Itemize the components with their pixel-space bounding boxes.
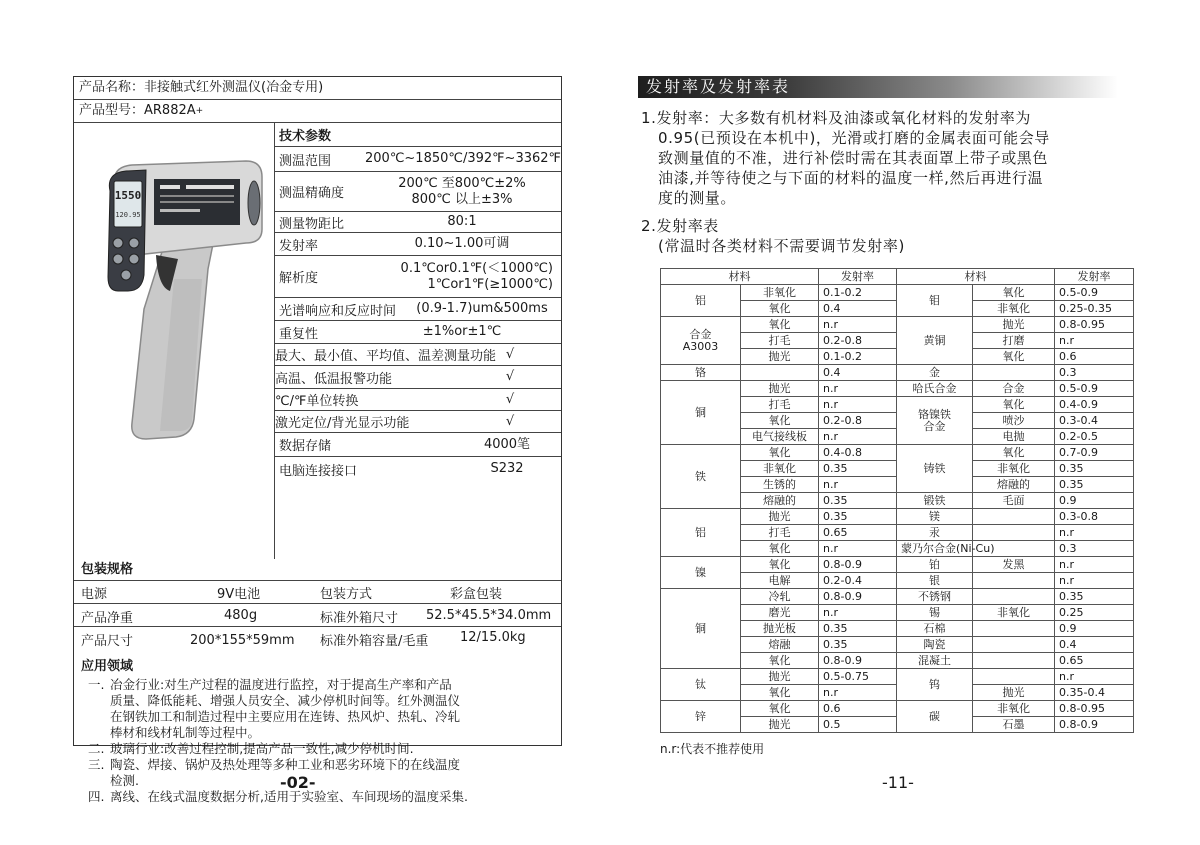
tech-params xyxy=(275,123,561,559)
emissivity-value: 0.35 xyxy=(819,509,897,525)
param-value-line: 0.1℃or0.1℉(＜1000℃) xyxy=(400,260,553,276)
emissivity-value: 0.4 xyxy=(1055,637,1134,653)
emissivity-value: 0.2-0.8 xyxy=(819,413,897,429)
material-name: 黄铜 xyxy=(897,317,973,365)
emissivity-row xyxy=(661,381,1134,397)
param-label: 发射率 xyxy=(279,238,319,254)
emissivity-value: 0.4 xyxy=(819,301,897,317)
material-condition: 氧化 xyxy=(741,413,819,429)
material-name: 汞 xyxy=(897,525,973,541)
emissivity-table xyxy=(660,268,1134,733)
material-condition: 打毛 xyxy=(741,397,819,413)
emissivity-value: 0.8-0.9 xyxy=(1055,717,1134,733)
param-label: ℃/℉单位转换 xyxy=(275,394,359,409)
application-item-text xyxy=(110,789,558,805)
device-button-icon xyxy=(113,238,123,248)
emissivity-value: 0.8-0.9 xyxy=(819,653,897,669)
material-condition: 氧化 xyxy=(741,685,819,701)
material-condition: 打磨 xyxy=(973,333,1055,349)
emissivity-value: n.r xyxy=(819,541,897,557)
emissivity-value: n.r xyxy=(1055,333,1134,349)
emissivity-value: 0.25 xyxy=(1055,605,1134,621)
header-material: 材料 xyxy=(661,269,819,285)
emissivity-value: 0.35 xyxy=(819,461,897,477)
material-condition xyxy=(973,509,1055,525)
param-label: 测量物距比 xyxy=(279,216,345,232)
material-name: 钼 xyxy=(897,285,973,317)
param-label: 测温精确度 xyxy=(279,186,345,201)
material-condition: 磨光 xyxy=(741,605,819,621)
application-item-number: 一. xyxy=(88,677,105,692)
emissivity-value: 0.3-0.8 xyxy=(1055,509,1134,525)
material-condition: 非氧化 xyxy=(741,461,819,477)
material-name: 石棉 xyxy=(897,621,973,637)
emissivity-value: 0.3-0.4 xyxy=(1055,413,1134,429)
param-row xyxy=(275,233,561,256)
emissivity-value: n.r xyxy=(819,429,897,445)
material-condition: 冷轧 xyxy=(741,589,819,605)
material-name: 蒙乃尔合金(Ni-Cu) xyxy=(897,541,973,557)
material-condition: 抛光 xyxy=(741,381,819,397)
emissivity-value: n.r xyxy=(1055,573,1134,589)
param-row xyxy=(275,212,561,233)
emissivity-header-row xyxy=(661,269,1134,285)
device-button-icon xyxy=(129,254,139,264)
material-name: 钛 xyxy=(661,669,741,701)
application-line: 离线、在线式温度数据分析,适用于实验室、车间现场的温度采集. xyxy=(110,789,468,804)
application-item xyxy=(88,757,558,789)
emissivity-value: 0.65 xyxy=(1055,653,1134,669)
emissivity-value: n.r xyxy=(1055,669,1134,685)
packaging-row xyxy=(74,604,561,627)
param-label: 最大、最小值、平均值、温差测量功能 xyxy=(275,349,497,364)
packaging-header: 包装规格 xyxy=(74,559,561,581)
emissivity-value: n.r xyxy=(1055,525,1134,541)
application-list xyxy=(88,677,558,805)
material-condition: 抛光板 xyxy=(741,621,819,637)
emissivity-value: 0.9 xyxy=(1055,621,1134,637)
material-name: 银 xyxy=(897,573,973,589)
material-condition: 熔融 xyxy=(741,637,819,653)
packaging-key: 产品尺寸 xyxy=(81,634,134,649)
param-row xyxy=(275,256,561,298)
material-condition: 氧化 xyxy=(741,445,819,461)
param-row xyxy=(275,147,561,172)
emissivity-value: 0.1-0.2 xyxy=(819,285,897,301)
tech-params-title: 技术参数 xyxy=(279,129,332,144)
application-item-number: 四. xyxy=(88,789,105,804)
material-condition: 抛光 xyxy=(741,669,819,685)
material-condition: 抛光 xyxy=(741,717,819,733)
device-button-icon xyxy=(121,270,131,280)
application-line: 质量、降低能耗、增强人员安全、减少停机时间等。红外测温仪 xyxy=(110,693,461,708)
material-name: 锡 xyxy=(897,605,973,621)
lcd-sub-reading: 120.95 xyxy=(115,211,141,219)
material-condition: 抛光 xyxy=(973,685,1055,701)
left-page-number: -02- xyxy=(280,773,316,792)
header-material: 材料 xyxy=(897,269,1055,285)
param-label: 高温、低温报警功能 xyxy=(275,371,393,387)
material-condition: 熔融的 xyxy=(741,493,819,509)
right-page-number: -11- xyxy=(882,773,914,792)
material-name: 铜 xyxy=(661,381,741,445)
material-name: 陶瓷 xyxy=(897,637,973,653)
intro-line: 度的测量。 xyxy=(658,189,737,207)
param-value: S232 xyxy=(490,461,524,476)
param-value: √ xyxy=(505,391,515,407)
material-condition: 生锈的 xyxy=(741,477,819,493)
param-row xyxy=(275,411,561,433)
material-condition: 非氧化 xyxy=(973,701,1055,717)
emissivity-value: n.r xyxy=(819,317,897,333)
intro-line: 0.95(已预设在本机中)，光滑或打磨的金属表面可能会导 xyxy=(658,129,1050,147)
thermometer-illustration xyxy=(96,159,266,449)
nr-note: n.r:代表不推荐使用 xyxy=(660,742,765,756)
material-condition: 打毛 xyxy=(741,525,819,541)
section-note: (常温时各类材料不需要调节发射率) xyxy=(658,237,905,255)
material-name: 锻铁 xyxy=(897,493,973,509)
packaging-key: 标准外箱尺寸 xyxy=(320,611,399,626)
material-condition xyxy=(973,669,1055,685)
material-condition: 非氧化 xyxy=(973,301,1055,317)
material-condition: 电抛 xyxy=(973,429,1055,445)
material-name: 铝 xyxy=(661,509,741,557)
application-item xyxy=(88,789,558,805)
material-name: 哈氏合金 xyxy=(897,381,973,397)
material-name: 锌 xyxy=(661,701,741,733)
emissivity-title: 发射率及发射率表 xyxy=(638,76,1118,98)
packaging-key: 产品净重 xyxy=(81,611,134,626)
material-condition: 氧化 xyxy=(973,285,1055,301)
material-condition: 氧化 xyxy=(973,397,1055,413)
emissivity-value: 0.2-0.5 xyxy=(1055,429,1134,445)
param-row xyxy=(275,366,561,389)
emissivity-value: 0.2-0.8 xyxy=(819,333,897,349)
param-row xyxy=(275,457,561,481)
application-item xyxy=(88,677,558,741)
section-subtitle: 2.发射率表 xyxy=(641,217,719,235)
packaging-value: 彩盒包装 xyxy=(450,587,503,602)
emissivity-row xyxy=(661,589,1134,605)
param-value: 80:1 xyxy=(447,214,477,229)
packaging-key: 电源 xyxy=(81,587,108,602)
param-label: 测温范围 xyxy=(279,153,332,169)
emissivity-value: 0.4-0.9 xyxy=(1055,397,1134,413)
emissivity-value: 0.2-0.4 xyxy=(819,573,897,589)
param-value: √ xyxy=(505,413,515,429)
packaging-value: 52.5*45.5*34.0mm xyxy=(426,608,552,623)
emissivity-value: n.r xyxy=(819,381,897,397)
material-condition xyxy=(973,573,1055,589)
emissivity-value: 0.35 xyxy=(819,637,897,653)
param-row xyxy=(275,389,561,411)
application-line: 在钢铁加工和制造过程中主要应用在连铸、热风炉、热轧、冷轧 xyxy=(110,709,461,724)
material-condition: 非氧化 xyxy=(741,285,819,301)
device-button-icon xyxy=(113,254,123,264)
material-condition: 电气接线板 xyxy=(741,429,819,445)
param-row xyxy=(275,172,561,212)
param-value: 4000笔 xyxy=(483,436,531,452)
packaging-value: 12/15.0kg xyxy=(460,630,526,645)
material-condition: 氧化 xyxy=(741,653,819,669)
emissivity-value: 0.4 xyxy=(819,365,897,381)
emissivity-value: 0.35 xyxy=(1055,589,1134,605)
material-condition: 熔融的 xyxy=(973,477,1055,493)
material-condition: 合金 xyxy=(973,381,1055,397)
packaging-row xyxy=(74,627,561,651)
material-name: 不锈钢 xyxy=(897,589,973,605)
application-item xyxy=(88,741,558,757)
material-condition: 打毛 xyxy=(741,333,819,349)
param-value: √ xyxy=(505,346,515,362)
param-value: (0.9-1.7)um&500ms xyxy=(416,301,548,316)
material-name: 混凝土 xyxy=(897,653,973,669)
packaging-key: 标准外箱容量/毛重 xyxy=(320,634,429,649)
application-item-number: 二. xyxy=(88,741,105,756)
emissivity-row xyxy=(661,509,1134,525)
emissivity-row xyxy=(661,701,1134,717)
material-condition: 毛面 xyxy=(973,493,1055,509)
param-label: 电脑连接接口 xyxy=(279,463,358,479)
product-image-cell xyxy=(74,123,275,559)
intro-line: 致测量值的不准，进行补偿时需在其表面罩上带子或黑色 xyxy=(658,149,1049,167)
emissivity-value: n.r xyxy=(819,477,897,493)
material-condition: 石墨 xyxy=(973,717,1055,733)
emissivity-row xyxy=(661,365,1134,381)
material-condition xyxy=(973,621,1055,637)
material-condition: 非氧化 xyxy=(973,461,1055,477)
param-value-line: 200℃ 至800℃±2% xyxy=(398,175,526,191)
param-value-line: 800℃ 以上±3% xyxy=(411,191,513,207)
param-value xyxy=(365,176,559,208)
application-line: 棒材和线材轧制等过程中。 xyxy=(110,725,261,740)
lcd-main-reading: 1550 xyxy=(114,189,142,202)
emissivity-value: 0.5 xyxy=(819,717,897,733)
lens-icon xyxy=(248,181,260,225)
param-row xyxy=(275,344,561,366)
emissivity-value: 0.8-0.9 xyxy=(819,589,897,605)
param-value: ±1%or±1℃ xyxy=(422,324,502,339)
emissivity-value: 0.25-0.35 xyxy=(1055,301,1134,317)
param-row xyxy=(275,298,561,321)
material-condition: 喷沙 xyxy=(973,413,1055,429)
packaging-key: 包装方式 xyxy=(320,587,373,602)
application-line: 陶瓷、焊接、锅炉及热处理等多种工业和恶劣环境下的在线温度 xyxy=(110,757,461,772)
material-name: 铂 xyxy=(897,557,973,573)
param-value: √ xyxy=(505,369,515,384)
emissivity-value: 0.9 xyxy=(1055,493,1134,509)
emissivity-row xyxy=(661,669,1134,685)
emissivity-intro xyxy=(641,108,1121,208)
material-condition xyxy=(973,365,1055,381)
material-name: 铝 xyxy=(661,285,741,317)
application-line: 冶金行业:对生产过程的温度进行监控，对于提高生产率和产品 xyxy=(110,677,452,692)
emissivity-value: 0.35 xyxy=(819,493,897,509)
device-button-icon xyxy=(129,238,139,248)
param-label: 重复性 xyxy=(279,326,319,342)
material-name: 镍 xyxy=(661,557,741,589)
emissivity-value: 0.6 xyxy=(819,701,897,717)
material-condition: 氧化 xyxy=(973,349,1055,365)
material-name: 铜 xyxy=(661,589,741,669)
material-condition: 抛光 xyxy=(741,509,819,525)
param-row xyxy=(275,321,561,344)
material-condition: 抛光 xyxy=(741,349,819,365)
param-value xyxy=(365,261,559,293)
material-condition: 非氧化 xyxy=(973,605,1055,621)
emissivity-value: 0.35 xyxy=(1055,477,1134,493)
product-model-sup: + xyxy=(195,106,204,116)
emissivity-value: n.r xyxy=(819,605,897,621)
packaging-value: 480g xyxy=(224,608,258,623)
emissivity-value: 0.3 xyxy=(1055,365,1134,381)
application-line: 玻璃行业:改善过程控制,提高产品一致性,减少停机时间. xyxy=(110,741,414,756)
header-emissivity: 发射率 xyxy=(819,269,897,285)
emissivity-value: 0.35 xyxy=(819,621,897,637)
application-line: 检测. xyxy=(110,773,139,788)
material-name: 碳 xyxy=(897,701,973,733)
material-condition xyxy=(973,653,1055,669)
emissivity-value: n.r xyxy=(819,685,897,701)
emissivity-value: 0.8-0.95 xyxy=(1055,317,1134,333)
emissivity-value: 0.5-0.75 xyxy=(819,669,897,685)
material-condition: 氧化 xyxy=(741,557,819,573)
param-value: 0.10~1.00可调 xyxy=(414,236,510,251)
material-condition xyxy=(973,525,1055,541)
application-item-text xyxy=(110,757,558,789)
param-label: 光谱响应和反应时间 xyxy=(279,303,397,319)
emissivity-value: n.r xyxy=(819,397,897,413)
emissivity-value: 0.1-0.2 xyxy=(819,349,897,365)
tech-params-header xyxy=(275,123,561,147)
emissivity-value: n.r xyxy=(1055,557,1134,573)
emissivity-row xyxy=(661,557,1134,573)
material-name: 合金 A3003 xyxy=(661,317,741,365)
emissivity-row xyxy=(661,317,1134,333)
param-label: 激光定位/背光显示功能 xyxy=(275,416,410,431)
material-condition xyxy=(973,637,1055,653)
emissivity-value: 0.7-0.9 xyxy=(1055,445,1134,461)
material-condition xyxy=(741,365,819,381)
emissivity-value: 0.6 xyxy=(1055,349,1134,365)
material-condition: 氧化 xyxy=(741,317,819,333)
product-model-text: 产品型号：AR882A xyxy=(79,103,196,118)
emissivity-value: 0.8-0.9 xyxy=(819,557,897,573)
emissivity-value: 0.35 xyxy=(1055,461,1134,477)
emissivity-table-section xyxy=(641,216,905,256)
material-condition: 氧化 xyxy=(741,701,819,717)
material-condition: 发黑 xyxy=(973,557,1055,573)
param-row xyxy=(275,433,561,457)
material-condition: 氧化 xyxy=(741,541,819,557)
packaging-value: 9V电池 xyxy=(217,587,261,602)
material-condition xyxy=(973,589,1055,605)
packaging-row xyxy=(74,581,561,604)
packaging-value: 200*155*59mm xyxy=(190,633,295,648)
param-label: 数据存储 xyxy=(279,439,332,454)
intro-line: 1.发射率：大多数有机材料及油漆或氧化材料的发射率为 xyxy=(641,109,1031,127)
material-name: 铸铁 xyxy=(897,445,973,493)
intro-line: 油漆,并等待使之与下面的材料的温度一样,然后再进行温 xyxy=(658,169,1044,187)
param-value: 200℃~1850℃/392℉~3362℉ xyxy=(365,151,561,166)
material-condition: 抛光 xyxy=(973,317,1055,333)
product-name: 产品名称：非接触式红外测温仪(冶金专用) xyxy=(74,77,561,100)
application-header: 应用领域 xyxy=(81,659,134,674)
material-condition: 电解 xyxy=(741,573,819,589)
material-name: 钨 xyxy=(897,669,973,701)
material-name: 镁 xyxy=(897,509,973,525)
product-model xyxy=(74,100,561,123)
application-item-text xyxy=(110,741,558,757)
emissivity-row xyxy=(661,285,1134,301)
emissivity-value: 0.8-0.95 xyxy=(1055,701,1134,717)
param-value-line: 1℃or1℉(≥1000℃) xyxy=(427,276,553,292)
param-label: 解析度 xyxy=(279,271,319,286)
emissivity-value: 0.5-0.9 xyxy=(1055,381,1134,397)
material-condition: 氧化 xyxy=(973,445,1055,461)
application-item-number: 三. xyxy=(88,757,105,772)
emissivity-value: 0.3 xyxy=(1055,541,1134,557)
material-name: 铬 xyxy=(661,365,741,381)
emissivity-value: 0.4-0.8 xyxy=(819,445,897,461)
header-emissivity: 发射率 xyxy=(1055,269,1134,285)
emissivity-value: 0.65 xyxy=(819,525,897,541)
emissivity-row xyxy=(661,445,1134,461)
emissivity-value: 0.35-0.4 xyxy=(1055,685,1134,701)
material-name: 铬镍铁 合金 xyxy=(897,397,973,445)
emissivity-value: 0.5-0.9 xyxy=(1055,285,1134,301)
application-item-text xyxy=(110,677,558,741)
material-name: 铁 xyxy=(661,445,741,509)
material-condition: 氧化 xyxy=(741,301,819,317)
material-name: 金 xyxy=(897,365,973,381)
